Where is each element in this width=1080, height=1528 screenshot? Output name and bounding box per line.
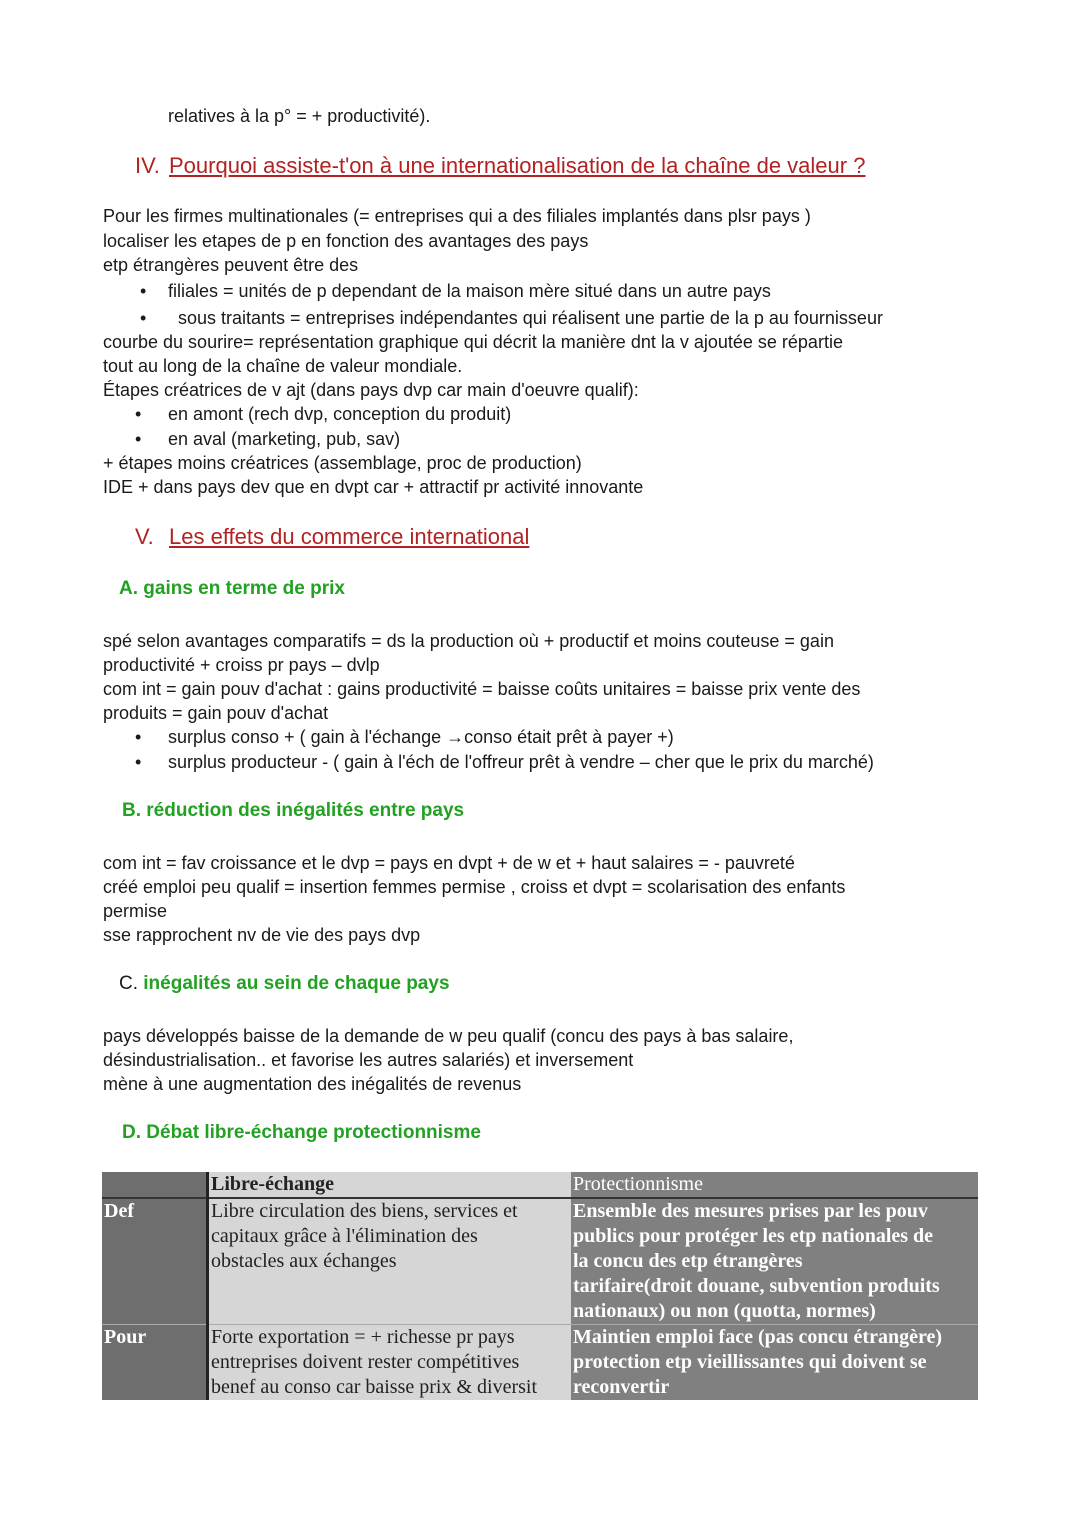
text-line: Pour les firmes multinationales (= entreprises qui a des filiales implantés dans plsr pays ) [103, 206, 811, 226]
cell-line: entreprises doivent rester compétitives [211, 1351, 520, 1373]
bullet-text: filiales = unités de p dependant de la maison mère situé dans un autre pays [168, 281, 771, 301]
subheading-d: D. Débat libre-échange protectionnisme [122, 1122, 481, 1143]
text-line: localiser les etapes de p en fonction des avantages des pays [103, 231, 589, 251]
bullet-text: en amont (rech dvp, conception du produit) [168, 404, 512, 424]
text-line: IDE + dans pays dev que en dvpt car + attractif pr activité innovante [103, 477, 644, 497]
subheading-prefix: C. [119, 973, 138, 994]
bullet-item [140, 306, 883, 330]
subheading-c [119, 971, 450, 997]
bullet-item [135, 750, 874, 774]
section-heading-iv [135, 152, 865, 180]
section-number: V. [135, 524, 154, 549]
bullet-text: en aval (marketing, pub, sav) [168, 429, 401, 449]
cell-line: Maintien emploi face (pas concu étrangère) [573, 1326, 942, 1348]
cell-line: protection etp vieillissantes qui doivent se [573, 1351, 927, 1373]
bullet-icon: • [135, 429, 142, 449]
subheading-b: B. réduction des inégalités entre pays [122, 800, 465, 821]
row-label: Pour [102, 1325, 208, 1401]
header-cell: Libre-échange [208, 1172, 572, 1198]
cell-line: nationaux) ou non (quotta, normes) [573, 1300, 876, 1322]
subheading-a: A. gains en terme de prix [119, 578, 345, 599]
cell-line: obstacles aux échanges [211, 1250, 397, 1272]
text-line: etp étrangères peuvent être des [103, 255, 359, 275]
bullet-icon: • [140, 281, 147, 301]
table-row [102, 1325, 978, 1401]
cell-line: Forte exportation = + richesse pr pays [211, 1326, 515, 1348]
text-line: permise [103, 901, 168, 921]
bullet-item [135, 402, 511, 426]
section-number: IV. [135, 153, 160, 178]
text-line: com int = gain pouv d'achat : gains productivité = baisse coûts unitaires = baisse prix vente des [103, 679, 861, 699]
row-label: Def [102, 1198, 208, 1325]
text-line: spé selon avantages comparatifs = ds la production où + productif et moins couteuse = gain [103, 631, 834, 651]
text-line: courbe du sourire= représentation graphique qui décrit la manière dnt la v ajoutée se répartie [103, 332, 843, 352]
cell-line: tarifaire(droit douane, subvention produits [573, 1275, 940, 1297]
text-line: sse rapprochent nv de vie des pays dvp [103, 925, 421, 945]
table-row [102, 1198, 978, 1325]
cell-libre [208, 1198, 572, 1325]
intro-line: relatives à la p° = + productivité). [168, 106, 431, 126]
cell-line: Libre circulation des biens, services et [211, 1200, 518, 1222]
bullet-icon: • [135, 404, 142, 424]
comparison-table [102, 1172, 978, 1400]
text-line: créé emploi peu qualif = insertion femmes permise , croiss et dvpt = scolarisation des enfants [103, 877, 846, 897]
text-line: mène à une augmentation des inégalités de revenus [103, 1074, 522, 1094]
bullet-icon: • [140, 308, 147, 328]
text-line: produits = gain pouv d'achat [103, 703, 329, 723]
text-line: tout au long de la chaîne de valeur mondiale. [103, 356, 463, 376]
text-line: com int = fav croissance et le dvp = pays en dvpt + de w et + haut salaires = - pauvreté [103, 853, 795, 873]
cell-line: benef au conso car baisse prix & diversit [211, 1376, 538, 1398]
cell-line: publics pour protéger les etp nationales de [573, 1225, 934, 1247]
cell-libre [208, 1325, 572, 1401]
cell-line: Ensemble des mesures prises par les pouv [573, 1200, 928, 1222]
header-cell: Protectionnisme [571, 1172, 978, 1198]
section-title: Les effets du commerce international [169, 524, 530, 549]
bullet-icon: • [135, 752, 142, 772]
bullet-text: sous traitants = entreprises indépendantes qui réalisent une partie de la p au fournisseur [178, 308, 883, 328]
bullet-icon: • [135, 727, 142, 747]
bullet-item [135, 427, 400, 451]
cell-protect [571, 1198, 978, 1325]
subheading-title: inégalités au sein de chaque pays [138, 973, 450, 994]
text-line: + étapes moins créatrices (assemblage, proc de production) [103, 453, 582, 473]
cell-line: reconvertir [573, 1376, 670, 1398]
cell-line: la concu des etp étrangères [573, 1250, 803, 1272]
cell-protect [571, 1325, 978, 1401]
text-line: pays développés baisse de la demande de w peu qualif (concu des pays à bas salaire, [103, 1026, 794, 1046]
bullet-text: surplus producteur - ( gain à l'éch de l'offreur prêt à vendre – cher que le prix du marché) [168, 752, 874, 772]
bullet-text: surplus conso + ( gain à l'échange →conso était prêt à payer +) [168, 727, 674, 747]
section-title: Pourquoi assiste-t'on à une internationalisation de la chaîne de valeur ? [169, 153, 866, 178]
bullet-item [140, 279, 771, 303]
text-line: désindustrialisation.. et favorise les autres salariés) et inversement [103, 1050, 634, 1070]
text-line: productivité + croiss pr pays – dvlp [103, 655, 380, 675]
section-heading-v [135, 523, 529, 551]
cell-line: capitaux grâce à l'élimination des [211, 1225, 478, 1247]
table-header-row [102, 1172, 978, 1198]
header-cell [102, 1172, 208, 1198]
bullet-item [135, 725, 674, 749]
text-line: Étapes créatrices de v ajt (dans pays dvp car main d'oeuvre qualif): [103, 380, 639, 400]
